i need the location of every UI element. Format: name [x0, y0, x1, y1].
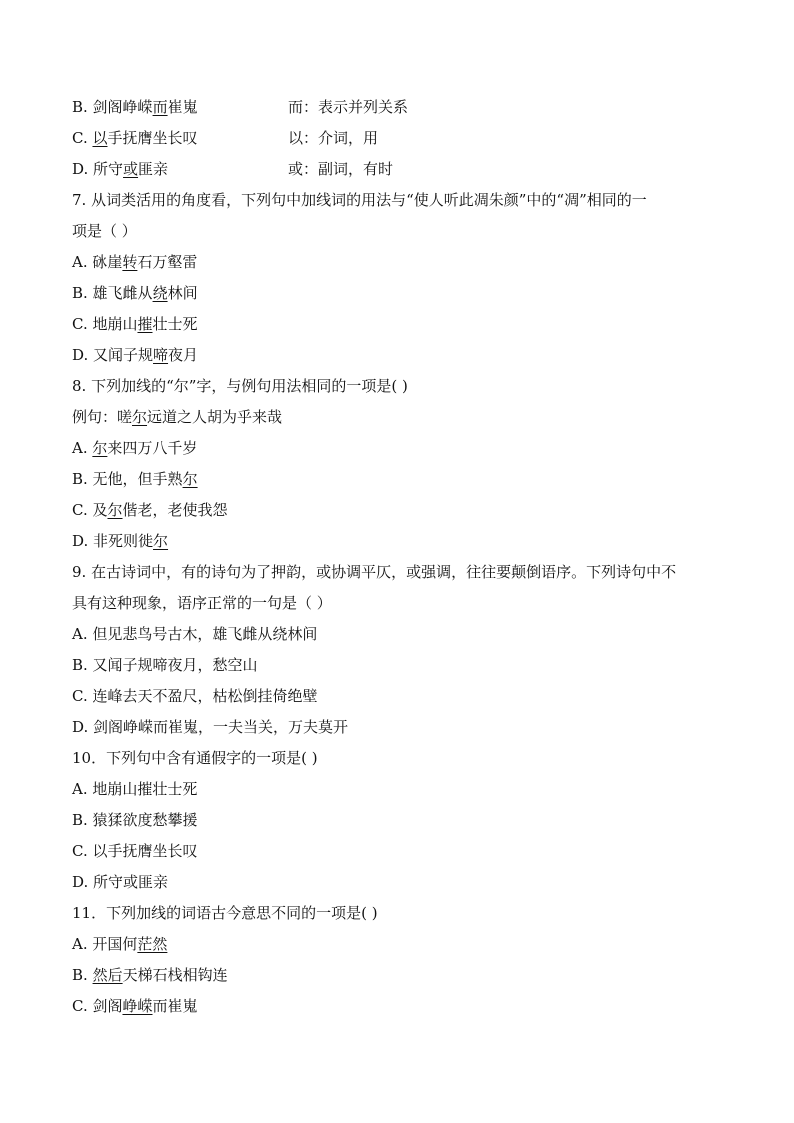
- explanation-note: 以：介词，用: [288, 129, 379, 147]
- line-text: 偕老，老使我怨: [122, 501, 228, 519]
- underlined-word: 尔: [132, 408, 148, 426]
- line-text: C. 及: [72, 501, 108, 519]
- question-7-stem-cont: 项是（ ）: [72, 222, 137, 240]
- line-text: D. 非死则徙: [72, 532, 154, 550]
- line-text: 例句：嗟: [72, 408, 133, 426]
- q8-option-d: [72, 531, 168, 551]
- question-8-stem: 8. 下列加线的“尔”字，与例句用法相同的一项是( ): [72, 377, 408, 395]
- line-text: B. 剑阁峥嵘: [72, 98, 153, 116]
- line-text: D. 所守: [72, 160, 124, 178]
- line-text: B. 雄飞雌从: [72, 284, 153, 302]
- underlined-word: 绕: [152, 284, 168, 302]
- underlined-word: 茫然: [137, 935, 168, 953]
- option-b-line: [72, 97, 198, 117]
- q8-option-a: [72, 438, 197, 458]
- question-7-stem: 7. 从词类活用的角度看，下列句中加线词的用法与“使人听此凋朱颜”中的“凋”相同的一: [72, 191, 647, 209]
- q9-option-d: D. 剑阁峥嵘而崔嵬，一夫当关，万夫莫开: [72, 718, 349, 736]
- line-text: 匪亲: [138, 160, 169, 178]
- underlined-word: 尔: [182, 470, 198, 488]
- explanation-note: 或：副词，有时: [288, 160, 394, 178]
- question-9-stem: 9. 在古诗词中，有的诗句为了押韵，或协调平仄，或强调，往往要颠倒语序。下列诗句中不: [72, 563, 677, 581]
- line-text: C.: [72, 129, 93, 147]
- line-text: 远道之人胡为乎来哉: [147, 408, 283, 426]
- line-text: D. 又闻子规: [72, 346, 154, 364]
- q7-option-c: [72, 314, 198, 334]
- q8-example: [72, 407, 282, 427]
- underlined-word: 以: [92, 129, 108, 147]
- underlined-word: 然后: [92, 966, 123, 984]
- line-text: A. 开国何: [72, 935, 138, 953]
- option-c-line: [72, 128, 198, 148]
- underlined-word: 尔: [107, 501, 123, 519]
- line-text: 而崔嵬: [152, 997, 198, 1015]
- underlined-word: 转: [122, 253, 138, 271]
- underlined-word: 尔: [153, 532, 169, 550]
- q7-option-a: [72, 252, 197, 272]
- option-d-line: [72, 159, 168, 179]
- line-text: B. 无他，但手熟: [72, 470, 183, 488]
- q9-option-c: C. 连峰去天不盈尺，枯松倒挂倚绝壁: [72, 687, 318, 705]
- line-text: 崔嵬: [167, 98, 198, 116]
- q10-option-a: A. 地崩山摧壮士死: [72, 780, 198, 798]
- q7-option-b: [72, 283, 198, 303]
- q10-option-b: B. 猿猱欲度愁攀援: [72, 811, 198, 829]
- line-text: 手抚膺坐长叹: [107, 129, 198, 147]
- underlined-word: 尔: [92, 439, 108, 457]
- underlined-word: 而: [152, 98, 168, 116]
- line-text: 来四万八千岁: [107, 439, 198, 457]
- line-text: 林间: [167, 284, 198, 302]
- q8-option-b: [72, 469, 198, 489]
- q9-option-b: B. 又闻子规啼夜月，愁空山: [72, 656, 258, 674]
- q11-option-c: [72, 996, 198, 1016]
- q11-option-b: [72, 965, 228, 985]
- line-text: A. 砯崖: [72, 253, 123, 271]
- underlined-word: 啼: [153, 346, 169, 364]
- line-text: 壮士死: [152, 315, 198, 333]
- q10-option-c: C. 以手抚膺坐长叹: [72, 842, 198, 860]
- line-text: B.: [72, 966, 93, 984]
- underlined-word: 摧: [137, 315, 153, 333]
- q11-option-a: [72, 934, 167, 954]
- q8-option-c: [72, 500, 228, 520]
- line-text: 夜月: [168, 346, 199, 364]
- q7-option-d: [72, 345, 198, 365]
- underlined-word: 峥嵘: [122, 997, 153, 1015]
- explanation-note: 而：表示并列关系: [288, 98, 409, 116]
- question-11-stem: 11．下列加线的词语古今意思不同的一项是( ): [72, 904, 378, 922]
- line-text: 天梯石栈相钩连: [122, 966, 228, 984]
- q9-option-a: A. 但见悲鸟号古木，雄飞雌从绕林间: [72, 625, 318, 643]
- line-text: A.: [72, 439, 93, 457]
- line-text: C. 地崩山: [72, 315, 138, 333]
- line-text: 石万壑雷: [137, 253, 198, 271]
- line-text: C. 剑阁: [72, 997, 123, 1015]
- question-9-stem-cont: 具有这种现象，语序正常的一句是（ ）: [72, 594, 332, 612]
- q10-option-d: D. 所守或匪亲: [72, 873, 169, 891]
- underlined-word: 或: [123, 160, 139, 178]
- question-10-stem: 10．下列句中含有通假字的一项是( ): [72, 749, 318, 767]
